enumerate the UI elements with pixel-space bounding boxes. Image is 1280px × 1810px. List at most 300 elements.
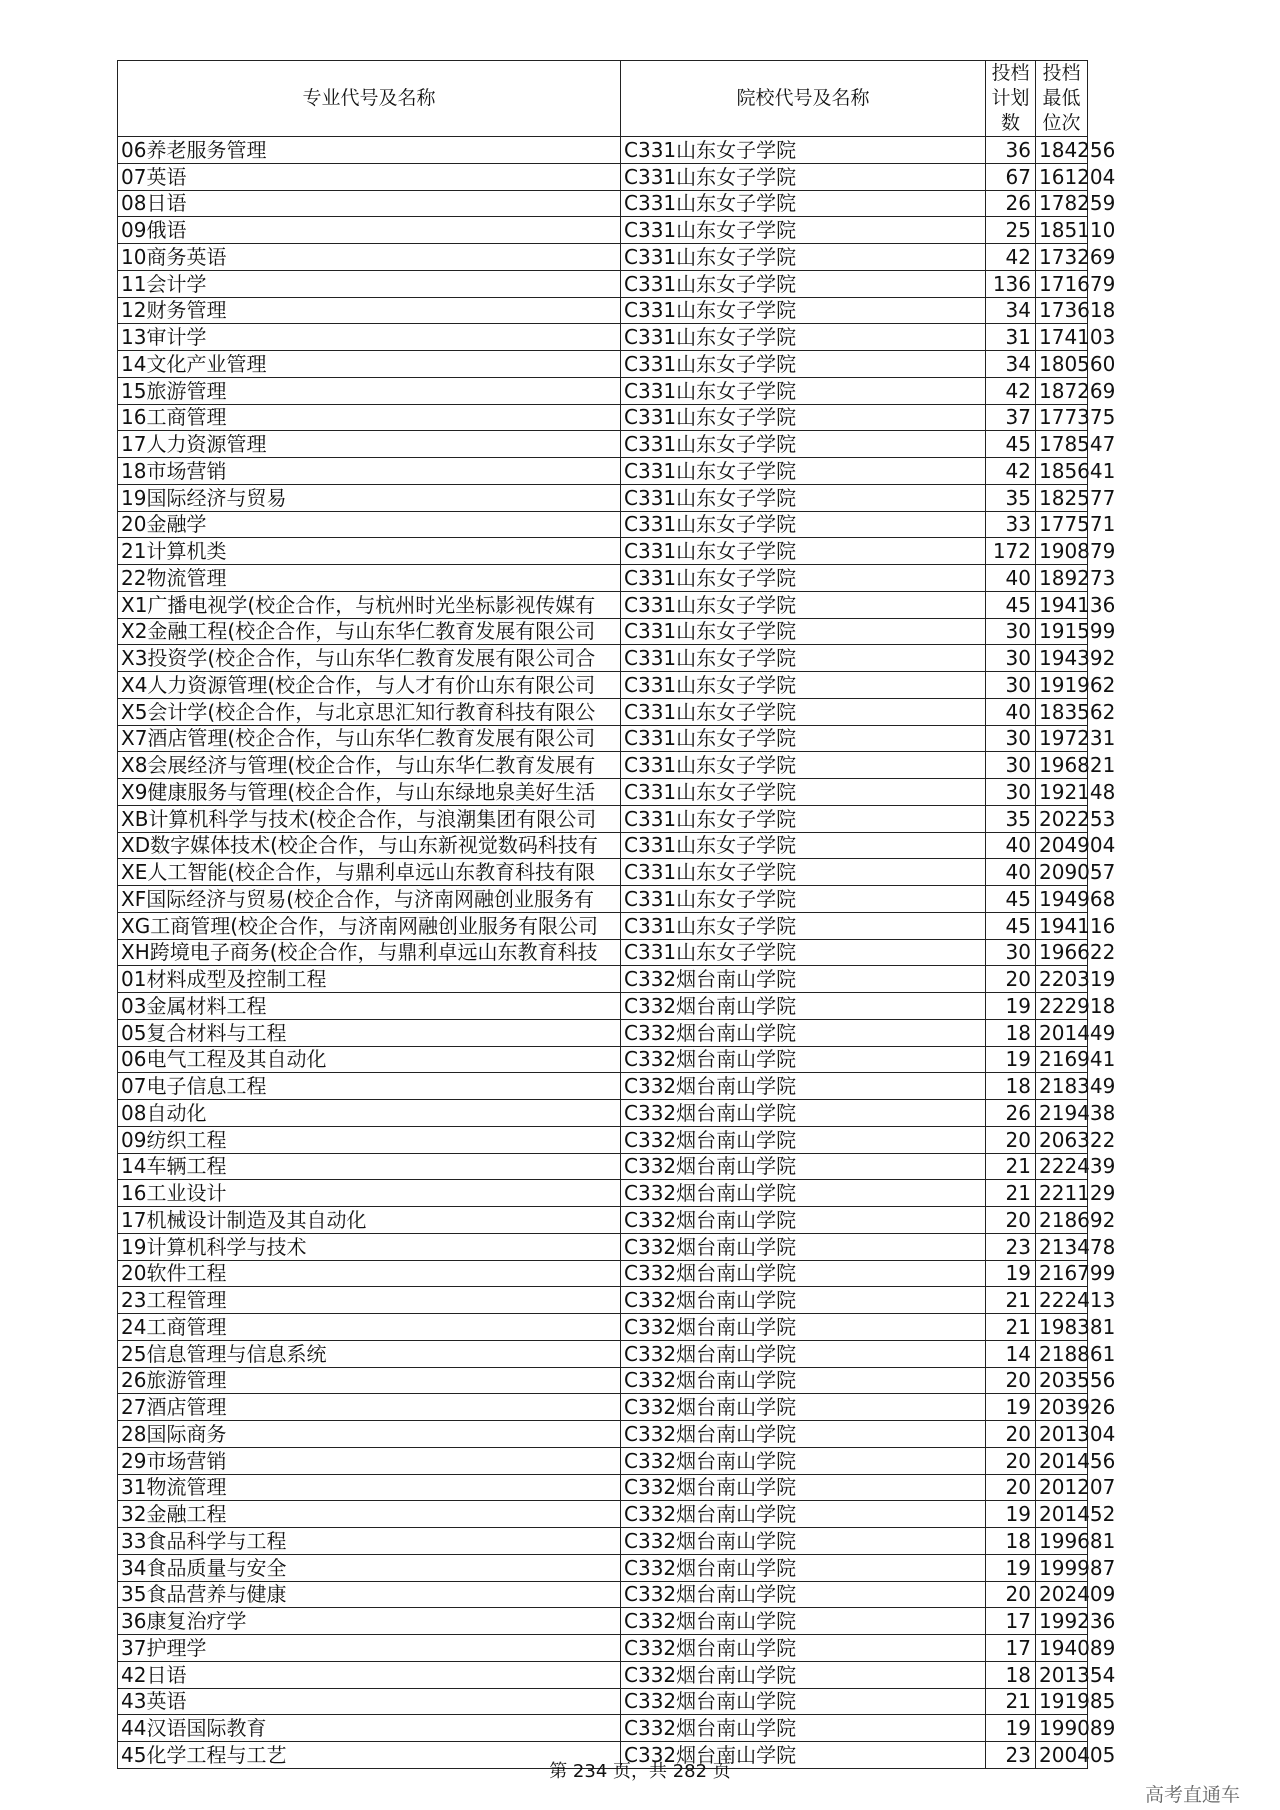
plan-count-cell: 21	[986, 1688, 1036, 1715]
table-row	[118, 1287, 1088, 1314]
major-cell: 06养老服务管理	[118, 137, 621, 164]
plan-count-cell: 37	[986, 404, 1036, 431]
table-row	[118, 645, 1088, 672]
min-rank-cell: 199089	[1036, 1715, 1088, 1742]
major-cell: 10商务英语	[118, 244, 621, 271]
min-rank-cell: 192148	[1036, 779, 1088, 806]
major-cell: 13审计学	[118, 324, 621, 351]
min-rank-cell: 222439	[1036, 1153, 1088, 1180]
plan-count-cell: 36	[986, 137, 1036, 164]
min-rank-cell: 190879	[1036, 538, 1088, 565]
min-rank-cell: 171679	[1036, 270, 1088, 297]
table-row	[118, 431, 1088, 458]
plan-count-cell: 20	[986, 1581, 1036, 1608]
min-rank-cell: 203556	[1036, 1367, 1088, 1394]
plan-count-cell: 35	[986, 805, 1036, 832]
min-rank-cell: 180560	[1036, 351, 1088, 378]
major-cell: X2金融工程(校企合作，与山东华仁教育发展有限公司	[118, 618, 621, 645]
plan-count-cell: 40	[986, 859, 1036, 886]
major-cell: 23工程管理	[118, 1287, 621, 1314]
table-row	[118, 1180, 1088, 1207]
school-cell: C332烟台南山学院	[621, 1100, 986, 1127]
plan-count-cell: 30	[986, 618, 1036, 645]
school-cell: C331山东女子学院	[621, 377, 986, 404]
min-rank-cell: 197231	[1036, 725, 1088, 752]
min-rank-cell: 198381	[1036, 1314, 1088, 1341]
plan-count-cell: 20	[986, 966, 1036, 993]
min-rank-cell: 178259	[1036, 190, 1088, 217]
table-row	[118, 698, 1088, 725]
table-row	[118, 591, 1088, 618]
header-major: 专业代号及名称	[118, 61, 621, 137]
school-cell: C331山东女子学院	[621, 832, 986, 859]
school-cell: C332烟台南山学院	[621, 1661, 986, 1688]
min-rank-cell: 182577	[1036, 484, 1088, 511]
min-rank-cell: 194968	[1036, 886, 1088, 913]
table-row	[118, 939, 1088, 966]
school-cell: C332烟台南山学院	[621, 1019, 986, 1046]
plan-count-cell: 21	[986, 1153, 1036, 1180]
table-row	[118, 324, 1088, 351]
plan-count-cell: 30	[986, 725, 1036, 752]
major-cell: 22物流管理	[118, 565, 621, 592]
plan-count-cell: 42	[986, 458, 1036, 485]
table-row	[118, 270, 1088, 297]
plan-count-cell: 172	[986, 538, 1036, 565]
table-row	[118, 993, 1088, 1020]
school-cell: C332烟台南山学院	[621, 1608, 986, 1635]
plan-count-cell: 34	[986, 297, 1036, 324]
plan-count-cell: 30	[986, 939, 1036, 966]
plan-count-cell: 40	[986, 832, 1036, 859]
plan-count-cell: 30	[986, 672, 1036, 699]
table-row	[118, 832, 1088, 859]
major-cell: XE人工智能(校企合作，与鼎利卓远山东教育科技有限	[118, 859, 621, 886]
brand-watermark: 高考直通车	[1145, 1784, 1241, 1806]
min-rank-cell: 218861	[1036, 1340, 1088, 1367]
school-cell: C332烟台南山学院	[621, 1126, 986, 1153]
table-body	[118, 137, 1116, 1769]
major-cell: X9健康服务与管理(校企合作，与山东绿地泉美好生活	[118, 779, 621, 806]
major-cell: 14文化产业管理	[118, 351, 621, 378]
min-rank-cell: 185641	[1036, 458, 1088, 485]
plan-count-cell: 20	[986, 1447, 1036, 1474]
min-rank-cell: 194089	[1036, 1635, 1088, 1662]
major-cell: 43英语	[118, 1688, 621, 1715]
school-cell: C332烟台南山学院	[621, 1340, 986, 1367]
table-row	[118, 618, 1088, 645]
min-rank-cell: 173269	[1036, 244, 1088, 271]
min-rank-cell: 206322	[1036, 1126, 1088, 1153]
major-cell: 07电子信息工程	[118, 1073, 621, 1100]
major-cell: 09俄语	[118, 217, 621, 244]
school-cell: C332烟台南山学院	[621, 1180, 986, 1207]
major-cell: XF国际经济与贸易(校企合作，与济南网融创业服务有	[118, 886, 621, 913]
min-rank-cell: 161204	[1036, 163, 1088, 190]
major-cell: 05复合材料与工程	[118, 1019, 621, 1046]
table-row	[118, 1046, 1088, 1073]
school-cell: C331山东女子学院	[621, 725, 986, 752]
school-cell: C331山东女子学院	[621, 538, 986, 565]
plan-count-cell: 42	[986, 244, 1036, 271]
major-cell: 24工商管理	[118, 1314, 621, 1341]
min-rank-cell: 209057	[1036, 859, 1088, 886]
table-row	[118, 1019, 1088, 1046]
school-cell: C332烟台南山学院	[621, 1447, 986, 1474]
plan-count-cell: 20	[986, 1126, 1036, 1153]
school-cell: C332烟台南山学院	[621, 1501, 986, 1528]
plan-count-cell: 14	[986, 1340, 1036, 1367]
table-row	[118, 484, 1088, 511]
school-cell: C332烟台南山学院	[621, 1260, 986, 1287]
school-cell: C332烟台南山学院	[621, 1581, 986, 1608]
school-cell: C332烟台南山学院	[621, 1367, 986, 1394]
table-row	[118, 163, 1088, 190]
min-rank-cell: 219438	[1036, 1100, 1088, 1127]
table-row	[118, 538, 1088, 565]
plan-count-cell: 25	[986, 217, 1036, 244]
major-cell: 14车辆工程	[118, 1153, 621, 1180]
table-row	[118, 912, 1088, 939]
school-cell: C332烟台南山学院	[621, 1554, 986, 1581]
school-cell: C332烟台南山学院	[621, 1474, 986, 1501]
school-cell: C331山东女子学院	[621, 805, 986, 832]
major-cell: X3投资学(校企合作，与山东华仁教育发展有限公司合	[118, 645, 621, 672]
plan-count-cell: 19	[986, 1394, 1036, 1421]
min-rank-cell: 216799	[1036, 1260, 1088, 1287]
table-row	[118, 1635, 1088, 1662]
plan-count-cell: 20	[986, 1474, 1036, 1501]
min-rank-cell: 187269	[1036, 377, 1088, 404]
school-cell: C332烟台南山学院	[621, 1394, 986, 1421]
major-cell: 17机械设计制造及其自动化	[118, 1207, 621, 1234]
min-rank-cell: 201207	[1036, 1474, 1088, 1501]
table-row	[118, 1153, 1088, 1180]
table-row	[118, 1528, 1088, 1555]
min-rank-cell: 194136	[1036, 591, 1088, 618]
plan-count-cell: 19	[986, 1260, 1036, 1287]
major-cell: 16工业设计	[118, 1180, 621, 1207]
major-cell: 11会计学	[118, 270, 621, 297]
major-cell: 18市场营销	[118, 458, 621, 485]
table-row	[118, 886, 1088, 913]
plan-count-cell: 19	[986, 993, 1036, 1020]
table-row	[118, 1340, 1088, 1367]
min-rank-cell: 201304	[1036, 1421, 1088, 1448]
admission-table	[117, 60, 1116, 1769]
table-row	[118, 351, 1088, 378]
min-rank-cell: 177375	[1036, 404, 1088, 431]
major-cell: 29市场营销	[118, 1447, 621, 1474]
major-cell: 07英语	[118, 163, 621, 190]
plan-count-cell: 33	[986, 511, 1036, 538]
school-cell: C331山东女子学院	[621, 351, 986, 378]
table-row	[118, 672, 1088, 699]
table-row	[118, 1608, 1088, 1635]
plan-count-cell: 30	[986, 752, 1036, 779]
plan-count-cell: 45	[986, 591, 1036, 618]
plan-count-cell: 34	[986, 351, 1036, 378]
school-cell: C331山东女子学院	[621, 672, 986, 699]
plan-count-cell: 26	[986, 1100, 1036, 1127]
school-cell: C332烟台南山学院	[621, 1207, 986, 1234]
plan-count-cell: 67	[986, 163, 1036, 190]
min-rank-cell: 202253	[1036, 805, 1088, 832]
min-rank-cell: 191962	[1036, 672, 1088, 699]
table-row	[118, 1233, 1088, 1260]
table-row	[118, 1421, 1088, 1448]
major-cell: 25信息管理与信息系统	[118, 1340, 621, 1367]
major-cell: X5会计学(校企合作，与北京思汇知行教育科技有限公	[118, 698, 621, 725]
table-row	[118, 805, 1088, 832]
min-rank-cell: 218692	[1036, 1207, 1088, 1234]
school-cell: C332烟台南山学院	[621, 1153, 986, 1180]
table-header	[118, 61, 1088, 137]
school-cell: C331山东女子学院	[621, 565, 986, 592]
major-cell: 20软件工程	[118, 1260, 621, 1287]
school-cell: C331山东女子学院	[621, 698, 986, 725]
plan-count-cell: 30	[986, 779, 1036, 806]
min-rank-cell: 191985	[1036, 1688, 1088, 1715]
table-row	[118, 1207, 1088, 1234]
min-rank-cell: 189273	[1036, 565, 1088, 592]
school-cell: C332烟台南山学院	[621, 1635, 986, 1662]
table-row	[118, 137, 1088, 164]
major-cell: 17人力资源管理	[118, 431, 621, 458]
table-row	[118, 725, 1088, 752]
plan-count-cell: 40	[986, 565, 1036, 592]
table-row	[118, 217, 1088, 244]
major-cell: X1广播电视学(校企合作，与杭州时光坐标影视传媒有	[118, 591, 621, 618]
major-cell: 08自动化	[118, 1100, 621, 1127]
min-rank-cell: 199236	[1036, 1608, 1088, 1635]
major-cell: 32金融工程	[118, 1501, 621, 1528]
table-row	[118, 1501, 1088, 1528]
min-rank-cell: 196622	[1036, 939, 1088, 966]
school-cell: C331山东女子学院	[621, 511, 986, 538]
min-rank-cell: 173618	[1036, 297, 1088, 324]
school-cell: C332烟台南山学院	[621, 1528, 986, 1555]
major-cell: 36康复治疗学	[118, 1608, 621, 1635]
plan-count-cell: 31	[986, 324, 1036, 351]
table-row	[118, 779, 1088, 806]
table-row	[118, 1367, 1088, 1394]
school-cell: C331山东女子学院	[621, 886, 986, 913]
min-rank-cell: 184256	[1036, 137, 1088, 164]
table-row	[118, 1260, 1088, 1287]
school-cell: C332烟台南山学院	[621, 1073, 986, 1100]
school-cell: C331山东女子学院	[621, 645, 986, 672]
major-cell: 35食品营养与健康	[118, 1581, 621, 1608]
school-cell: C332烟台南山学院	[621, 1046, 986, 1073]
header-plan-count: 投档计划数	[986, 61, 1036, 137]
school-cell: C332烟台南山学院	[621, 1314, 986, 1341]
major-cell: 27酒店管理	[118, 1394, 621, 1421]
min-rank-cell: 196821	[1036, 752, 1088, 779]
school-cell: C331山东女子学院	[621, 484, 986, 511]
major-cell: 21计算机类	[118, 538, 621, 565]
school-cell: C331山东女子学院	[621, 752, 986, 779]
school-cell: C331山东女子学院	[621, 939, 986, 966]
school-cell: C331山东女子学院	[621, 431, 986, 458]
major-cell: 19国际经济与贸易	[118, 484, 621, 511]
major-cell: 08日语	[118, 190, 621, 217]
table-row	[118, 1715, 1088, 1742]
table-row	[118, 1661, 1088, 1688]
plan-count-cell: 23	[986, 1742, 1036, 1769]
major-cell: 28国际商务	[118, 1421, 621, 1448]
table-row	[118, 1100, 1088, 1127]
major-cell: 01材料成型及控制工程	[118, 966, 621, 993]
min-rank-cell: 199681	[1036, 1528, 1088, 1555]
header-min-rank: 投档最低位次	[1036, 61, 1088, 137]
table-row	[118, 404, 1088, 431]
min-rank-cell: 174103	[1036, 324, 1088, 351]
min-rank-cell: 218349	[1036, 1073, 1088, 1100]
plan-count-cell: 18	[986, 1073, 1036, 1100]
min-rank-cell: 194392	[1036, 645, 1088, 672]
major-cell: 33食品科学与工程	[118, 1528, 621, 1555]
major-cell: 37护理学	[118, 1635, 621, 1662]
plan-count-cell: 45	[986, 431, 1036, 458]
table-row	[118, 1447, 1088, 1474]
plan-count-cell: 20	[986, 1367, 1036, 1394]
min-rank-cell: 221129	[1036, 1180, 1088, 1207]
table-row	[118, 458, 1088, 485]
min-rank-cell: 202409	[1036, 1581, 1088, 1608]
school-cell: C331山东女子学院	[621, 912, 986, 939]
table-row	[118, 1581, 1088, 1608]
min-rank-cell: 213478	[1036, 1233, 1088, 1260]
school-cell: C332烟台南山学院	[621, 1688, 986, 1715]
table-row	[118, 1314, 1088, 1341]
min-rank-cell: 201456	[1036, 1447, 1088, 1474]
major-cell: 20金融学	[118, 511, 621, 538]
major-cell: 26旅游管理	[118, 1367, 621, 1394]
min-rank-cell: 201452	[1036, 1501, 1088, 1528]
plan-count-cell: 19	[986, 1046, 1036, 1073]
min-rank-cell: 191599	[1036, 618, 1088, 645]
major-cell: XG工商管理(校企合作，与济南网融创业服务有限公司	[118, 912, 621, 939]
table-row	[118, 859, 1088, 886]
plan-count-cell: 45	[986, 912, 1036, 939]
plan-count-cell: 21	[986, 1180, 1036, 1207]
plan-count-cell: 17	[986, 1608, 1036, 1635]
school-cell: C332烟台南山学院	[621, 1742, 986, 1769]
min-rank-cell: 216941	[1036, 1046, 1088, 1073]
major-cell: 06电气工程及其自动化	[118, 1046, 621, 1073]
plan-count-cell: 21	[986, 1287, 1036, 1314]
header-school: 院校代号及名称	[621, 61, 986, 137]
table-row	[118, 1554, 1088, 1581]
min-rank-cell: 220319	[1036, 966, 1088, 993]
school-cell: C331山东女子学院	[621, 404, 986, 431]
min-rank-cell: 201354	[1036, 1661, 1088, 1688]
major-cell: XH跨境电子商务(校企合作，与鼎利卓远山东教育科技	[118, 939, 621, 966]
major-cell: XD数字媒体技术(校企合作，与山东新视觉数码科技有	[118, 832, 621, 859]
school-cell: C331山东女子学院	[621, 297, 986, 324]
school-cell: C331山东女子学院	[621, 244, 986, 271]
min-rank-cell: 183562	[1036, 698, 1088, 725]
table-row	[118, 511, 1088, 538]
plan-count-cell: 19	[986, 1501, 1036, 1528]
plan-count-cell: 35	[986, 484, 1036, 511]
plan-count-cell: 136	[986, 270, 1036, 297]
school-cell: C331山东女子学院	[621, 591, 986, 618]
page-number: 第 234 页，共 282 页	[549, 1761, 731, 1782]
major-cell: 09纺织工程	[118, 1126, 621, 1153]
plan-count-cell: 18	[986, 1019, 1036, 1046]
min-rank-cell: 194116	[1036, 912, 1088, 939]
min-rank-cell: 201449	[1036, 1019, 1088, 1046]
table-row	[118, 1073, 1088, 1100]
admission-table-wrapper	[117, 60, 1116, 1769]
major-cell: 19计算机科学与技术	[118, 1233, 621, 1260]
major-cell: X4人力资源管理(校企合作，与人才有价山东有限公司	[118, 672, 621, 699]
min-rank-cell: 222413	[1036, 1287, 1088, 1314]
school-cell: C331山东女子学院	[621, 163, 986, 190]
table-row	[118, 752, 1088, 779]
min-rank-cell: 222918	[1036, 993, 1088, 1020]
header-row	[118, 61, 1088, 137]
table-row	[118, 565, 1088, 592]
school-cell: C331山东女子学院	[621, 859, 986, 886]
plan-count-cell: 26	[986, 190, 1036, 217]
plan-count-cell: 19	[986, 1554, 1036, 1581]
major-cell: 45化学工程与工艺	[118, 1742, 621, 1769]
plan-count-cell: 18	[986, 1528, 1036, 1555]
table-row	[118, 377, 1088, 404]
school-cell: C331山东女子学院	[621, 270, 986, 297]
min-rank-cell: 178547	[1036, 431, 1088, 458]
table-row	[118, 1126, 1088, 1153]
major-cell: 31物流管理	[118, 1474, 621, 1501]
major-cell: X7酒店管理(校企合作，与山东华仁教育发展有限公司	[118, 725, 621, 752]
school-cell: C332烟台南山学院	[621, 993, 986, 1020]
school-cell: C332烟台南山学院	[621, 1233, 986, 1260]
table-row	[118, 244, 1088, 271]
table-row	[118, 297, 1088, 324]
major-cell: 34食品质量与安全	[118, 1554, 621, 1581]
school-cell: C331山东女子学院	[621, 190, 986, 217]
major-cell: 42日语	[118, 1661, 621, 1688]
min-rank-cell: 185110	[1036, 217, 1088, 244]
major-cell: X8会展经济与管理(校企合作，与山东华仁教育发展有	[118, 752, 621, 779]
table-row	[118, 1688, 1088, 1715]
table-row	[118, 1394, 1088, 1421]
plan-count-cell: 23	[986, 1233, 1036, 1260]
school-cell: C332烟台南山学院	[621, 966, 986, 993]
school-cell: C331山东女子学院	[621, 458, 986, 485]
plan-count-cell: 20	[986, 1207, 1036, 1234]
school-cell: C332烟台南山学院	[621, 1421, 986, 1448]
min-rank-cell: 204904	[1036, 832, 1088, 859]
table-row	[118, 190, 1088, 217]
major-cell: 15旅游管理	[118, 377, 621, 404]
major-cell: 44汉语国际教育	[118, 1715, 621, 1742]
plan-count-cell: 30	[986, 645, 1036, 672]
plan-count-cell: 42	[986, 377, 1036, 404]
table-row	[118, 1474, 1088, 1501]
major-cell: 12财务管理	[118, 297, 621, 324]
plan-count-cell: 40	[986, 698, 1036, 725]
major-cell: 03金属材料工程	[118, 993, 621, 1020]
plan-count-cell: 19	[986, 1715, 1036, 1742]
school-cell: C331山东女子学院	[621, 324, 986, 351]
table-row	[118, 966, 1088, 993]
plan-count-cell: 21	[986, 1314, 1036, 1341]
plan-count-cell: 45	[986, 886, 1036, 913]
